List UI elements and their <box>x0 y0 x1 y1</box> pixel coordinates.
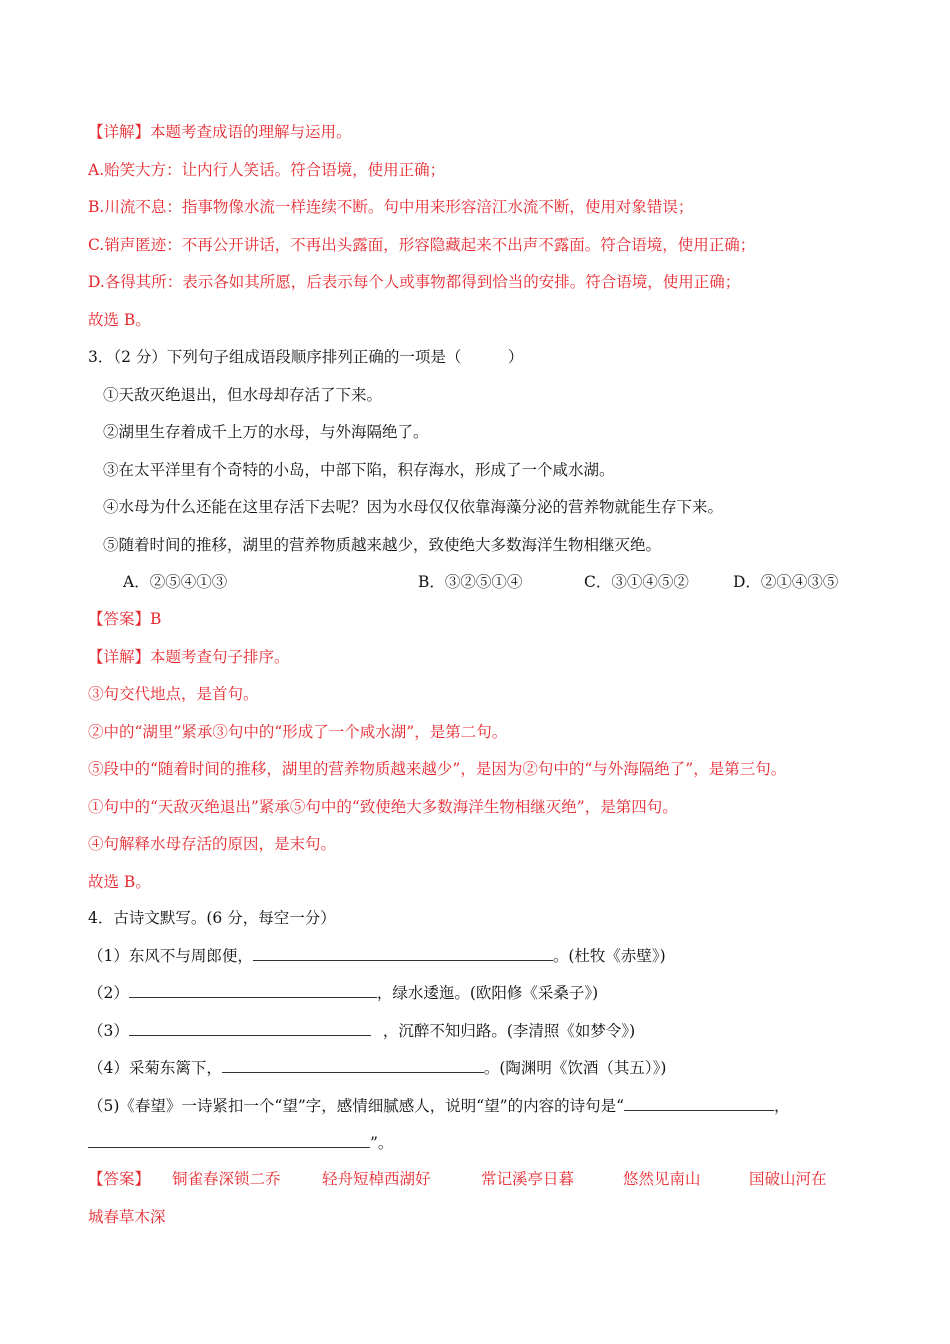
q4-item-1 <box>88 945 666 967</box>
q4-item-2 <box>88 982 598 1004</box>
q4-answer-label: 【答案】 <box>88 1170 151 1188</box>
q3-option-b: B．③②⑤①④ <box>418 573 523 591</box>
q4-answer-2: 轻舟短棹西湖好 <box>322 1170 431 1188</box>
q4-item-5-comma: ， <box>774 1097 790 1115</box>
q4-item-5-blank-1[interactable] <box>624 1095 774 1111</box>
q4-item-5-blank-2[interactable] <box>88 1132 370 1148</box>
q4-item-5-continued <box>88 1132 393 1154</box>
q3-conclusion: 故选 B。 <box>88 873 151 891</box>
q3-detail-line-1: ③句交代地点，是首句。 <box>88 685 259 703</box>
q2-detail-option-c: C.销声匿迹：不再公开讲话，不再出头露面，形容隐藏起来不出声不露面。符合语境，使用正确； <box>88 236 756 254</box>
q3-sentence-2: ②湖里生存着成千上万的水母，与外海隔绝了。 <box>103 423 429 441</box>
q3-detail-line-2: ②中的“湖里”紧承③句中的“形成了一个咸水湖”，是第二句。 <box>88 723 508 741</box>
q3-answer: 【答案】B <box>88 610 162 628</box>
q4-item-1-prefix: （1）东风不与周郎便， <box>88 947 253 965</box>
q4-item-3-prefix: （3） <box>88 1022 129 1040</box>
q3-option-d: D．②①④③⑤ <box>733 573 839 591</box>
q4-item-4-prefix: （4）采菊东篱下， <box>88 1059 222 1077</box>
q3-sentence-3: ③在太平洋里有个奇特的小岛，中部下陷，积存海水，形成了一个咸水湖。 <box>103 461 615 479</box>
q3-sentence-4: ④水母为什么还能在这里存活下去呢？因为水母仅仅依靠海藻分泌的营养物就能生存下来。 <box>103 498 724 516</box>
q4-stem: 4．古诗文默写。(6 分，每空一分） <box>88 909 336 927</box>
q2-detail-intro: 【详解】本题考查成语的理解与运用。 <box>88 123 352 141</box>
q4-answer-4: 悠然见南山 <box>623 1170 701 1188</box>
q4-item-2-blank[interactable] <box>129 982 377 998</box>
q2-detail-option-d: D.各得其所：表示各如其所愿，后表示每个人或事物都得到恰当的安排。符合语境，使用正确； <box>88 273 741 291</box>
q4-item-3-suffix: ，沉醉不知归路。(李清照《如梦令》) <box>382 1022 636 1040</box>
q2-detail-option-b: B.川流不息：指事物像水流一样连续不断。句中用来形容涪江水流不断，使用对象错误； <box>88 198 694 216</box>
q3-option-c: C．③①④⑤② <box>584 573 689 591</box>
q4-item-4-suffix: 。(陶渊明《饮酒（其五）》) <box>483 1059 667 1077</box>
q4-answer-5: 国破山河在 <box>749 1170 827 1188</box>
q4-item-5 <box>88 1095 790 1117</box>
q3-detail-line-5: ④句解释水母存活的原因，是末句。 <box>88 835 337 853</box>
q4-item-3 <box>88 1020 635 1042</box>
q2-detail-option-a: A.贻笑大方：让内行人笑话。符合语境，使用正确； <box>88 161 446 179</box>
q4-item-5-end: ”。 <box>370 1134 394 1152</box>
q4-item-5-prefix: （5)《春望》一诗紧扣一个“望”字，感情细腻感人，说明“望”的内容的诗句是“ <box>88 1097 625 1115</box>
q4-item-2-suffix: ，绿水逶迤。(欧阳修《采桑子》) <box>376 984 599 1002</box>
q4-answer-5-continued: 城春草木深 <box>88 1208 166 1226</box>
q3-stem: 3．（2 分）下列句子组成语段顺序排列正确的一项是（ ） <box>88 348 524 366</box>
q4-item-2-prefix: （2） <box>88 984 129 1002</box>
q3-detail-line-3: ⑤段中的“随着时间的推移，湖里的营养物质越来越少”，是因为②句中的“与外海隔绝了”，是第三句。 <box>88 760 787 778</box>
q3-sentence-1: ①天敌灭绝退出，但水母却存活了下来。 <box>103 386 383 404</box>
q3-sentence-5: ⑤随着时间的推移，湖里的营养物质越来越少，致使绝大多数海洋生物相继灭绝。 <box>103 536 662 554</box>
q4-item-3-blank[interactable] <box>129 1020 371 1036</box>
q3-detail-intro: 【详解】本题考查句子排序。 <box>88 648 290 666</box>
q4-answer-3: 常记溪亭日暮 <box>481 1170 575 1188</box>
q4-item-1-suffix: 。(杜牧《赤壁》) <box>552 947 666 965</box>
q4-answer-1: 铜雀春深锁二乔 <box>172 1170 281 1188</box>
q4-item-4 <box>88 1057 666 1079</box>
q2-conclusion: 故选 B。 <box>88 311 151 329</box>
q3-option-a: A．②⑤④①③ <box>123 573 228 591</box>
q3-detail-line-4: ①句中的“天敌灭绝退出”紧承⑤句中的“致使绝大多数海洋生物相继灭绝”，是第四句。 <box>88 798 678 816</box>
q4-item-4-blank[interactable] <box>222 1057 484 1073</box>
q4-item-1-blank[interactable] <box>253 945 553 961</box>
